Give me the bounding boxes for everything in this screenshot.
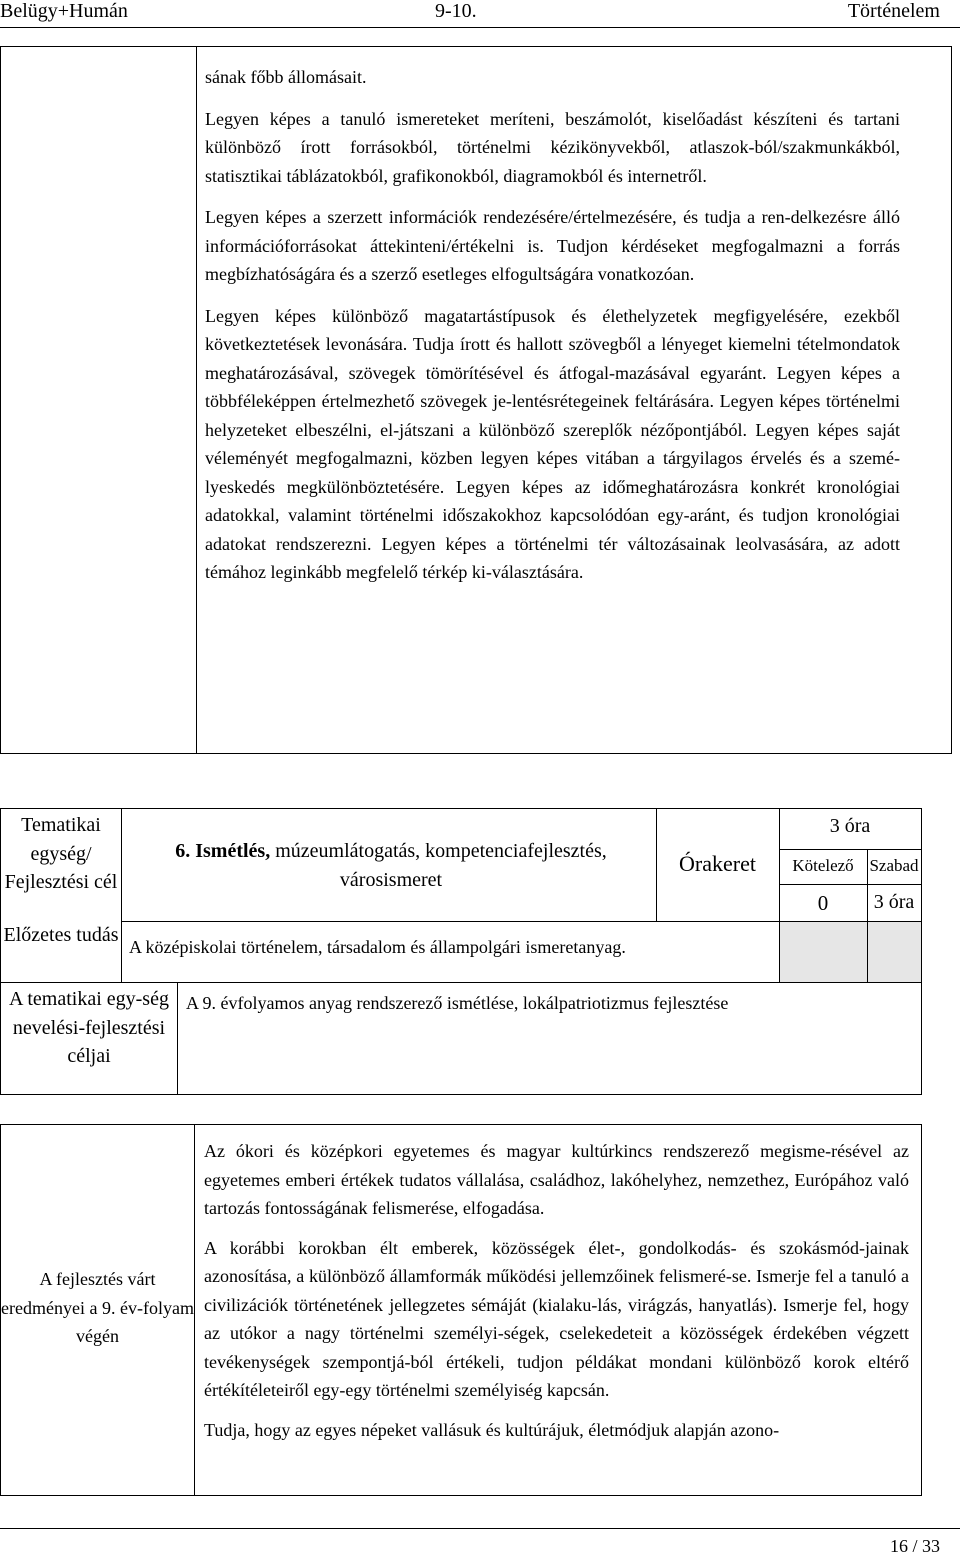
szabad-label: Szabad — [869, 856, 919, 875]
paragraph: Az ókori és középkori egyetemes és magyar kultúrkincs rendszerező megisme-résével az egyetemes emberi értékek tudatos vállalása, családhoz, lakóhelyhez, nemzethez, Európához való tartozás fontosságának felismerése, elfogadása. — [204, 1141, 909, 1218]
elozetes-text: A középiskolai történelem, társadalom és állampolgári ismeretanyag. — [129, 937, 626, 957]
header-center: 9-10. — [435, 0, 477, 22]
page-number: 16 / 33 — [889, 1536, 940, 1556]
label-tematikai: Tematikai egység/ Fejlesztési cél — [4, 814, 118, 893]
header-right: Történelem — [847, 0, 940, 22]
kotelezo-label: Kötelező — [792, 856, 854, 875]
paragraph: Legyen képes a tanuló ismereteket meríteni, beszámolót, kiselőadást készíteni és tartani különböző írott forrásokból, történelmi kézikönyvekből, atlaszok-ból/szakmunkákból, statisztikai táblázatokból, grafikonokból, diagramokból és internetről. — [205, 108, 900, 186]
competence-label-column — [1, 47, 197, 753]
total-hours: 3 óra — [829, 815, 871, 837]
paragraph: Legyen képes különböző magatartástípusok és élethelyzetek megfigyelésére, ezekből következtetések levonására. Tudja írott és hallott szövegből a lényeget kiemelni tételmondatok meghatározásával, szövegek tömörítésével és átfogal-mazásával egyaránt. Legyen képes a többféleképpen értelmezhető szövegek je-lentésrétegeinek feltárására. Legyen képes történelmi helyzeteket elbeszélni, el-játszani a különböző szereplők nézőpontjából. Legyen képes saját véleményét megfogalmazni, közben legyen képes vitában a tárgyilagos érvelés és a szemé-lyeskedés megkülönböztetésére. Legyen képes az időmeghatározásra konkrét kronológiai adatokkal, valamint történelmi időszakokhoz kapcsolódóan egy-aránt, és tudjon kronológiai adatokat rendszerezni. Legyen képes a történelmi tér változásainak leolvasására, az adott témához leginkább megfelelő térkép ki-választására. — [205, 305, 900, 582]
competence-text — [205, 63, 900, 600]
label-elozetes: Előzetes tudás — [3, 924, 119, 946]
unit-title — [131, 837, 651, 894]
page-header — [0, 0, 960, 22]
unit-title-number: 6. Ismétlés, — [175, 840, 271, 862]
results-table — [0, 1124, 922, 1496]
paragraph: sának főbb állomásait. — [205, 67, 367, 87]
results-label: A fejlesztés várt eredményei a 9. év-folyam végén — [1, 1269, 194, 1346]
paragraph: Legyen képes a szerzett információk rendezésére/értelmezésére, és tudja a ren-delkezésre álló információforrásokat áttekinteni/értékelni is. Tudjon kérdéseket megfogalmazni a forrás megbízhatóságára és a szerző esetleges elfogultságára vonatkozóan. — [205, 207, 900, 284]
label-celjai: A tematikai egy-ség nevelési-fejlesztési céljai — [9, 988, 169, 1067]
kotelezo-value: 0 — [817, 891, 829, 915]
paragraph: A korábbi korokban élt emberek, közösségek élet-, gondolkodás- és szokásmód-jainak azonosítása, a különböző államformák működési jellemzőinek felismeré-se. Ismerje fel a tanuló a civilizációk történetének jellegzetes sémáját (kialaku-lás, virágzás, hanyatlás). Ismerje fel, hogy az utókor a nagy történelmi személyi-ségek, cselekedeteit a közösségek érdekében végzett tevékenységek szempontjá-ból értékeli, tudjon példákat mondani különböző korok eltérő értékítéleteiről egy-egy történelmi személyiség kapcsán. — [204, 1237, 909, 1400]
competence-box — [0, 46, 952, 754]
paragraph: Tudja, hogy az egyes népeket vallásuk és kultúrájuk, életmódjuk alapján azono- — [204, 1419, 780, 1440]
orakeret-label: Órakeret — [679, 851, 756, 876]
unit-table — [0, 808, 922, 1095]
header-divider — [0, 27, 960, 28]
footer-divider — [0, 1528, 960, 1529]
header-left: Belügy+Humán — [0, 0, 128, 22]
unit-title-text: múzeumlátogatás, kompetenciafejlesztés, városismeret — [270, 840, 607, 891]
results-text — [204, 1137, 909, 1455]
shaded-cell — [780, 921, 921, 982]
szabad-value: 3 óra — [873, 891, 915, 913]
celjai-text: A 9. évfolyamos anyag rendszerező ismétlése, lokálpatriotizmus fejlesztése — [186, 993, 729, 1013]
